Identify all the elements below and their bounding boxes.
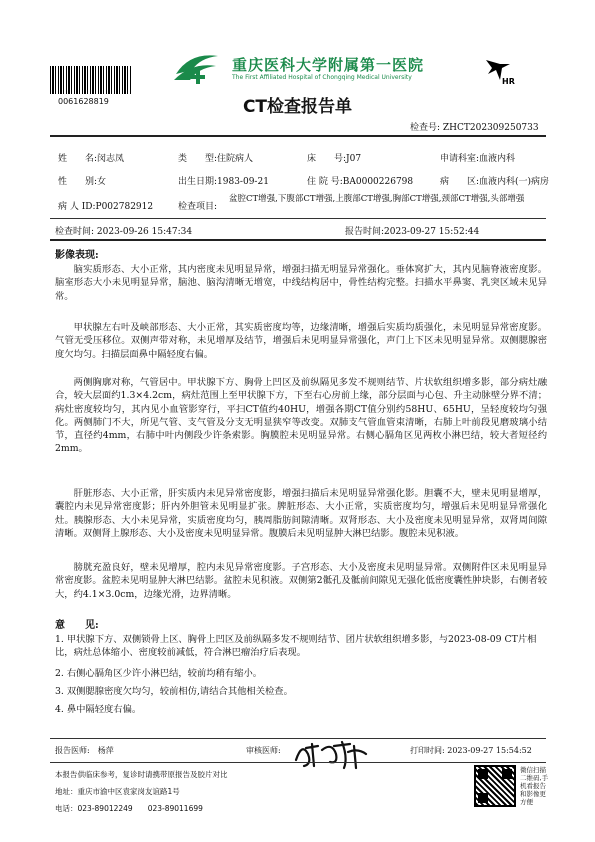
exam-items-label: 检查项目: [178, 202, 218, 212]
findings-paragraph-pelvis: 膀胱充盈良好，壁未见增厚，腔内未见异常密度影。子宫形态、大小及密度未见明显异常。双侧附件区未见明显异常密度影。盆腔未见明显肿大淋巴结影。盆腔未见积液。双侧第2骶孔及骶前间隙见无强化低密度囊性肿块影，右侧者较大，约4.1×3.0cm，边缘光滑，边界清晰。 [55, 562, 547, 600]
header-divider [50, 135, 546, 137]
hr-badge-icon [482, 56, 518, 86]
footer-phone: 电话：023-89012249 023-89011699 [55, 804, 203, 813]
impression-item-2: 2. 右侧心膈角区少许小淋巴结，较前均稍有缩小。 [55, 668, 263, 679]
bed-number: 床 号:J07 [307, 154, 362, 164]
impression-item-4: 4. 鼻中隔轻度右偏。 [55, 704, 142, 715]
findings-top-divider [50, 239, 546, 241]
footer-divider [50, 762, 546, 763]
findings-paragraph-abdomen: 肝脏形态、大小正常，肝实质内未见异常密度影，增强扫描后未见明显异常强化影。胆囊不大，壁未见明显增厚，囊腔内未见异常密度影；肝内外胆管未见明显扩张。脾脏形态、大小正常，实质密度均匀，增强后未见明显异常强化灶。胰腺形态、大小未见异常，实质密度均匀，胰周脂肪间隙清晰。双肾形态、大小及密度未见明显异常，双肾周间隙清晰。双侧肾上腺形态、大小及密度未见明显异常。腹膜后未见明显肿大淋巴结影。腹腔未见积液。 [55, 488, 547, 539]
impression-title: 意 见: [55, 620, 99, 631]
findings-paragraph-neck: 甲状腺左右叶及峡部形态、大小正常，其实质密度均等，边缘清晰，增强后实质均质强化，未见明显异常密度影。气管无受压移位。双侧声带对称，未见增厚及结节，增强后未见明显异常强化，声门上下区未见明显异常。双侧腮腺密度欠均匀。扫描层面鼻中隔轻度右偏。 [55, 322, 547, 360]
barcode-number: 0061628819 [58, 97, 109, 106]
exam-time: 检查时间: 2023-09-26 15:47:34 [55, 227, 193, 237]
reviewer-signature-icon [292, 740, 370, 770]
impression-item-3: 3. 双侧腮腺密度欠均匀，较前相仿,请结合其他相关检查。 [55, 686, 293, 697]
print-time: 打印时间: 2023-09-27 15:54:52 [410, 746, 532, 755]
hospital-logo-icon [170, 50, 222, 86]
footer-address: 地址：重庆市渝中区袁家岗友谊路1号 [55, 787, 180, 796]
qr-code-icon[interactable] [474, 765, 516, 807]
patient-type: 类 型:住院病人 [178, 154, 254, 164]
hr-badge-text: HR [502, 77, 515, 86]
reviewer-label: 审核医师: [246, 746, 281, 755]
footer-note: 本报告供临床参考，复诊时请携带原报告及胶片对比 [55, 770, 228, 779]
exam-items: 盆腔CT增强,下腹部CT增强,上腹部CT增强,胸部CT增强,颈部CT增强,头部增强 [229, 194, 525, 204]
hospital-name-en: The First Affiliated Hospital of Chongqing Medical University [232, 74, 412, 81]
report-time: 报告时间:2023-09-27 15:52:44 [345, 227, 480, 237]
findings-paragraph-chest: 两侧胸廓对称，气管居中。甲状腺下方、胸骨上凹区及前纵隔见多发不规则结节、片状软组织增多影，部分病灶融合，较大层面约1.3×4.2cm，病灶范围上至甲状腺下方，下至右心房前上缘，部分层面与心包、升主动脉壁分界不清；病灶密度较均匀，其内见小血管影穿行，平扫CT值约40HU，增强各期CT值分别约58HU、65HU，呈轻度较均匀强化。两侧肺门不大，所见气管、支气管及分支无明显狭窄等改变。双肺支气管血管束清晰，右肺上叶前段见磨玻璃小结节，直径约4mm，右肺中叶内侧段少许条索影。胸膜腔未见明显异常。右侧心膈角区见两枚小淋巴结，较大者短径约2mm。 [55, 377, 547, 455]
barcode [50, 66, 132, 94]
findings-paragraph-brain: 脑实质形态、大小正常，其内密度未见明显异常，增强扫描无明显异常强化。垂体窝扩大，其内见脑脊液密度影。脑室形态大小未见明显异常，脑池、脑沟清晰无增宽，中线结构居中，骨性结构完整。扫描水平鼻窦、乳突区域未见异常。 [55, 264, 547, 302]
impression-item-1: 1. 甲状腺下方、双侧锁骨上区、胸骨上凹区及前纵隔多发不规则结节、团片状软组织增多影，与2023-08-09 CT片相比，病灶总体缩小、密度较前减低，符合淋巴瘤治疗后表现。 [55, 634, 537, 659]
exam-number: 检查号: ZHCT202309250733 [410, 123, 539, 133]
request-dept: 申请科室:血液内科 [440, 154, 516, 164]
findings-title: 影像表现: [55, 250, 99, 261]
patient-sex: 性 别:女 [58, 177, 107, 187]
report-title: CT检查报告单 [242, 97, 353, 117]
hospital-name-cn: 重庆医科大学附属第一医院 [232, 56, 425, 74]
signoff-divider [50, 738, 546, 739]
patient-id: 病 人 ID:P002782912 [58, 202, 154, 212]
patient-name: 姓 名:闵志凤 [58, 154, 125, 164]
ward: 病 区:血液内科(一)病房 [440, 177, 550, 187]
qr-caption: 微信扫描二维码,手机看报告和影像更方便 [520, 766, 549, 806]
info-divider [50, 218, 546, 219]
inpatient-number: 住 院 号:BA0000226798 [307, 177, 414, 187]
reporter: 报告医师: 杨萍 [55, 746, 114, 755]
birth-date: 出生日期:1983-09-21 [178, 177, 269, 187]
